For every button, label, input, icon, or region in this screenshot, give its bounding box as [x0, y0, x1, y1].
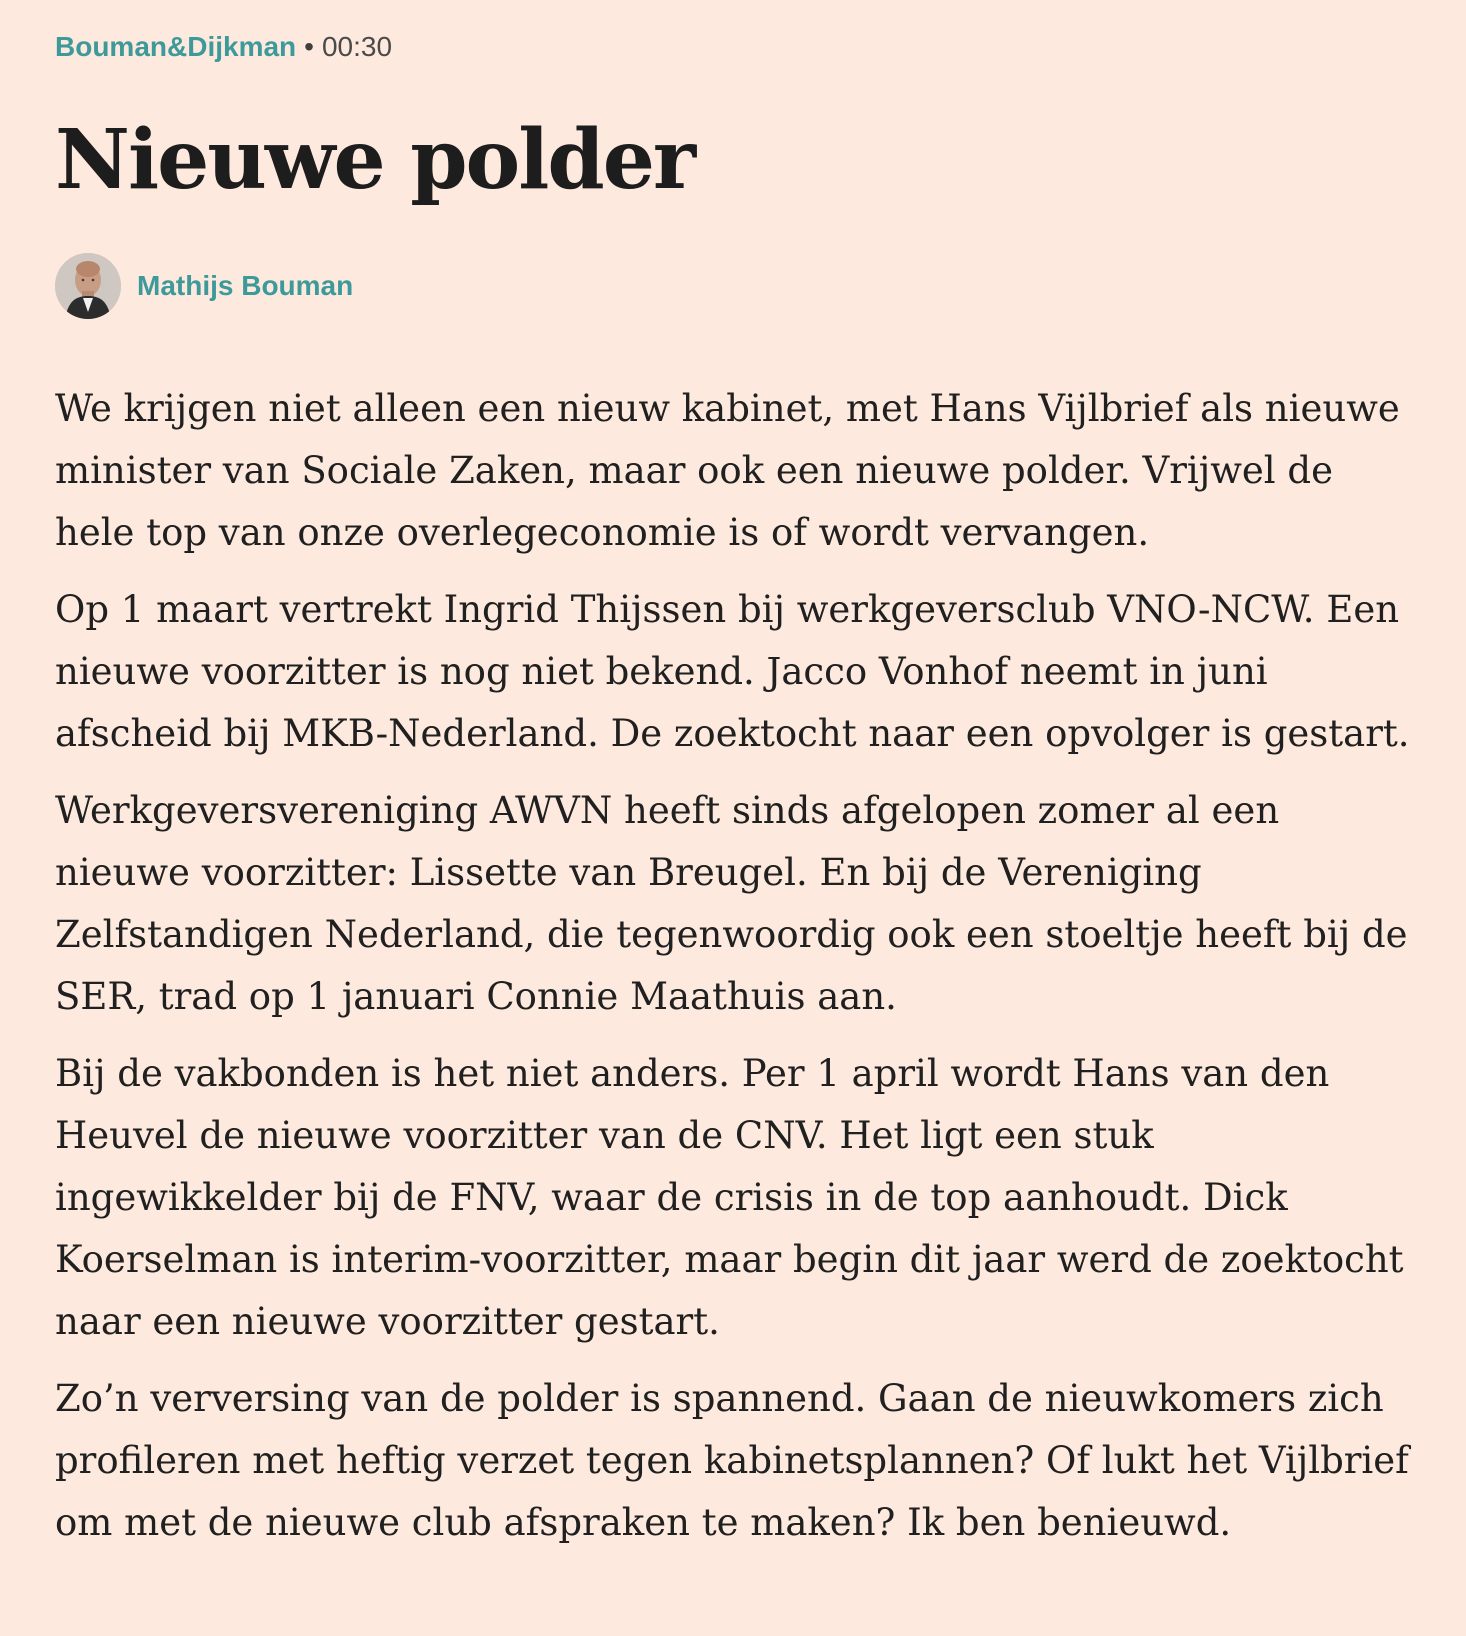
article-body — [55, 378, 1410, 1569]
article-paragraph-3: Werkgeversvereniging AWVN heeft sinds afgelopen zomer al een nieuwe voorzitter: Lissette van Breugel. En bij de Vereniging Zelfstandigen Nederland, die tegenwoordig ook een stoeltje heeft bij de SER, trad op 1 januari Connie Maathuis aan. — [55, 789, 1408, 1018]
meta-separator: • — [304, 31, 314, 62]
article-paragraph-1: We krijgen niet alleen een nieuw kabinet, met Hans Vijlbrief als nieuwe minister van Sociale Zaken, maar ook een nieuwe polder. Vrijwel de hele top van onze overlegeconomie is of wordt vervangen. — [55, 387, 1400, 554]
article-paragraph-2: Op 1 maart vertrekt Ingrid Thijssen bij werkgeversclub VNO-NCW. Een nieuwe voorzitter is nog niet bekend. Jacco Vonhof neemt in juni afscheid bij MKB-Nederland. De zoektocht naar een opvolger is gestart. — [55, 588, 1410, 755]
reading-duration: 00:30 — [321, 31, 393, 62]
article-paragraph-4: Bij de vakbonden is het niet anders. Per 1 april wordt Hans van den Heuvel de nieuwe voorzitter van de CNV. Het ligt een stuk ingewikkelder bij de FNV, waar de crisis in de top aanhoudt. Dick Koerselman is interim-voorzitter, maar begin dit jaar werd de zoektocht naar een nieuwe voorzitter gestart. — [55, 1052, 1404, 1343]
article-paragraph-5: Zo’n verversing van de polder is spannend. Gaan de nieuwkomers zich profileren met heftig verzet tegen kabinetsplannen? Of lukt het Vijlbrief om met de nieuwe club afspraken te maken? Ik ben benieuwd. — [55, 1377, 1409, 1544]
article-meta — [55, 27, 392, 67]
column-link[interactable]: Bouman&Dijkman — [55, 31, 297, 62]
author-name[interactable]: Mathijs Bouman — [137, 270, 354, 301]
author-photo-icon — [55, 253, 121, 319]
author-avatar[interactable] — [55, 253, 121, 319]
author-byline[interactable] — [55, 253, 353, 319]
article-title: Nieuwe polder — [55, 112, 695, 208]
